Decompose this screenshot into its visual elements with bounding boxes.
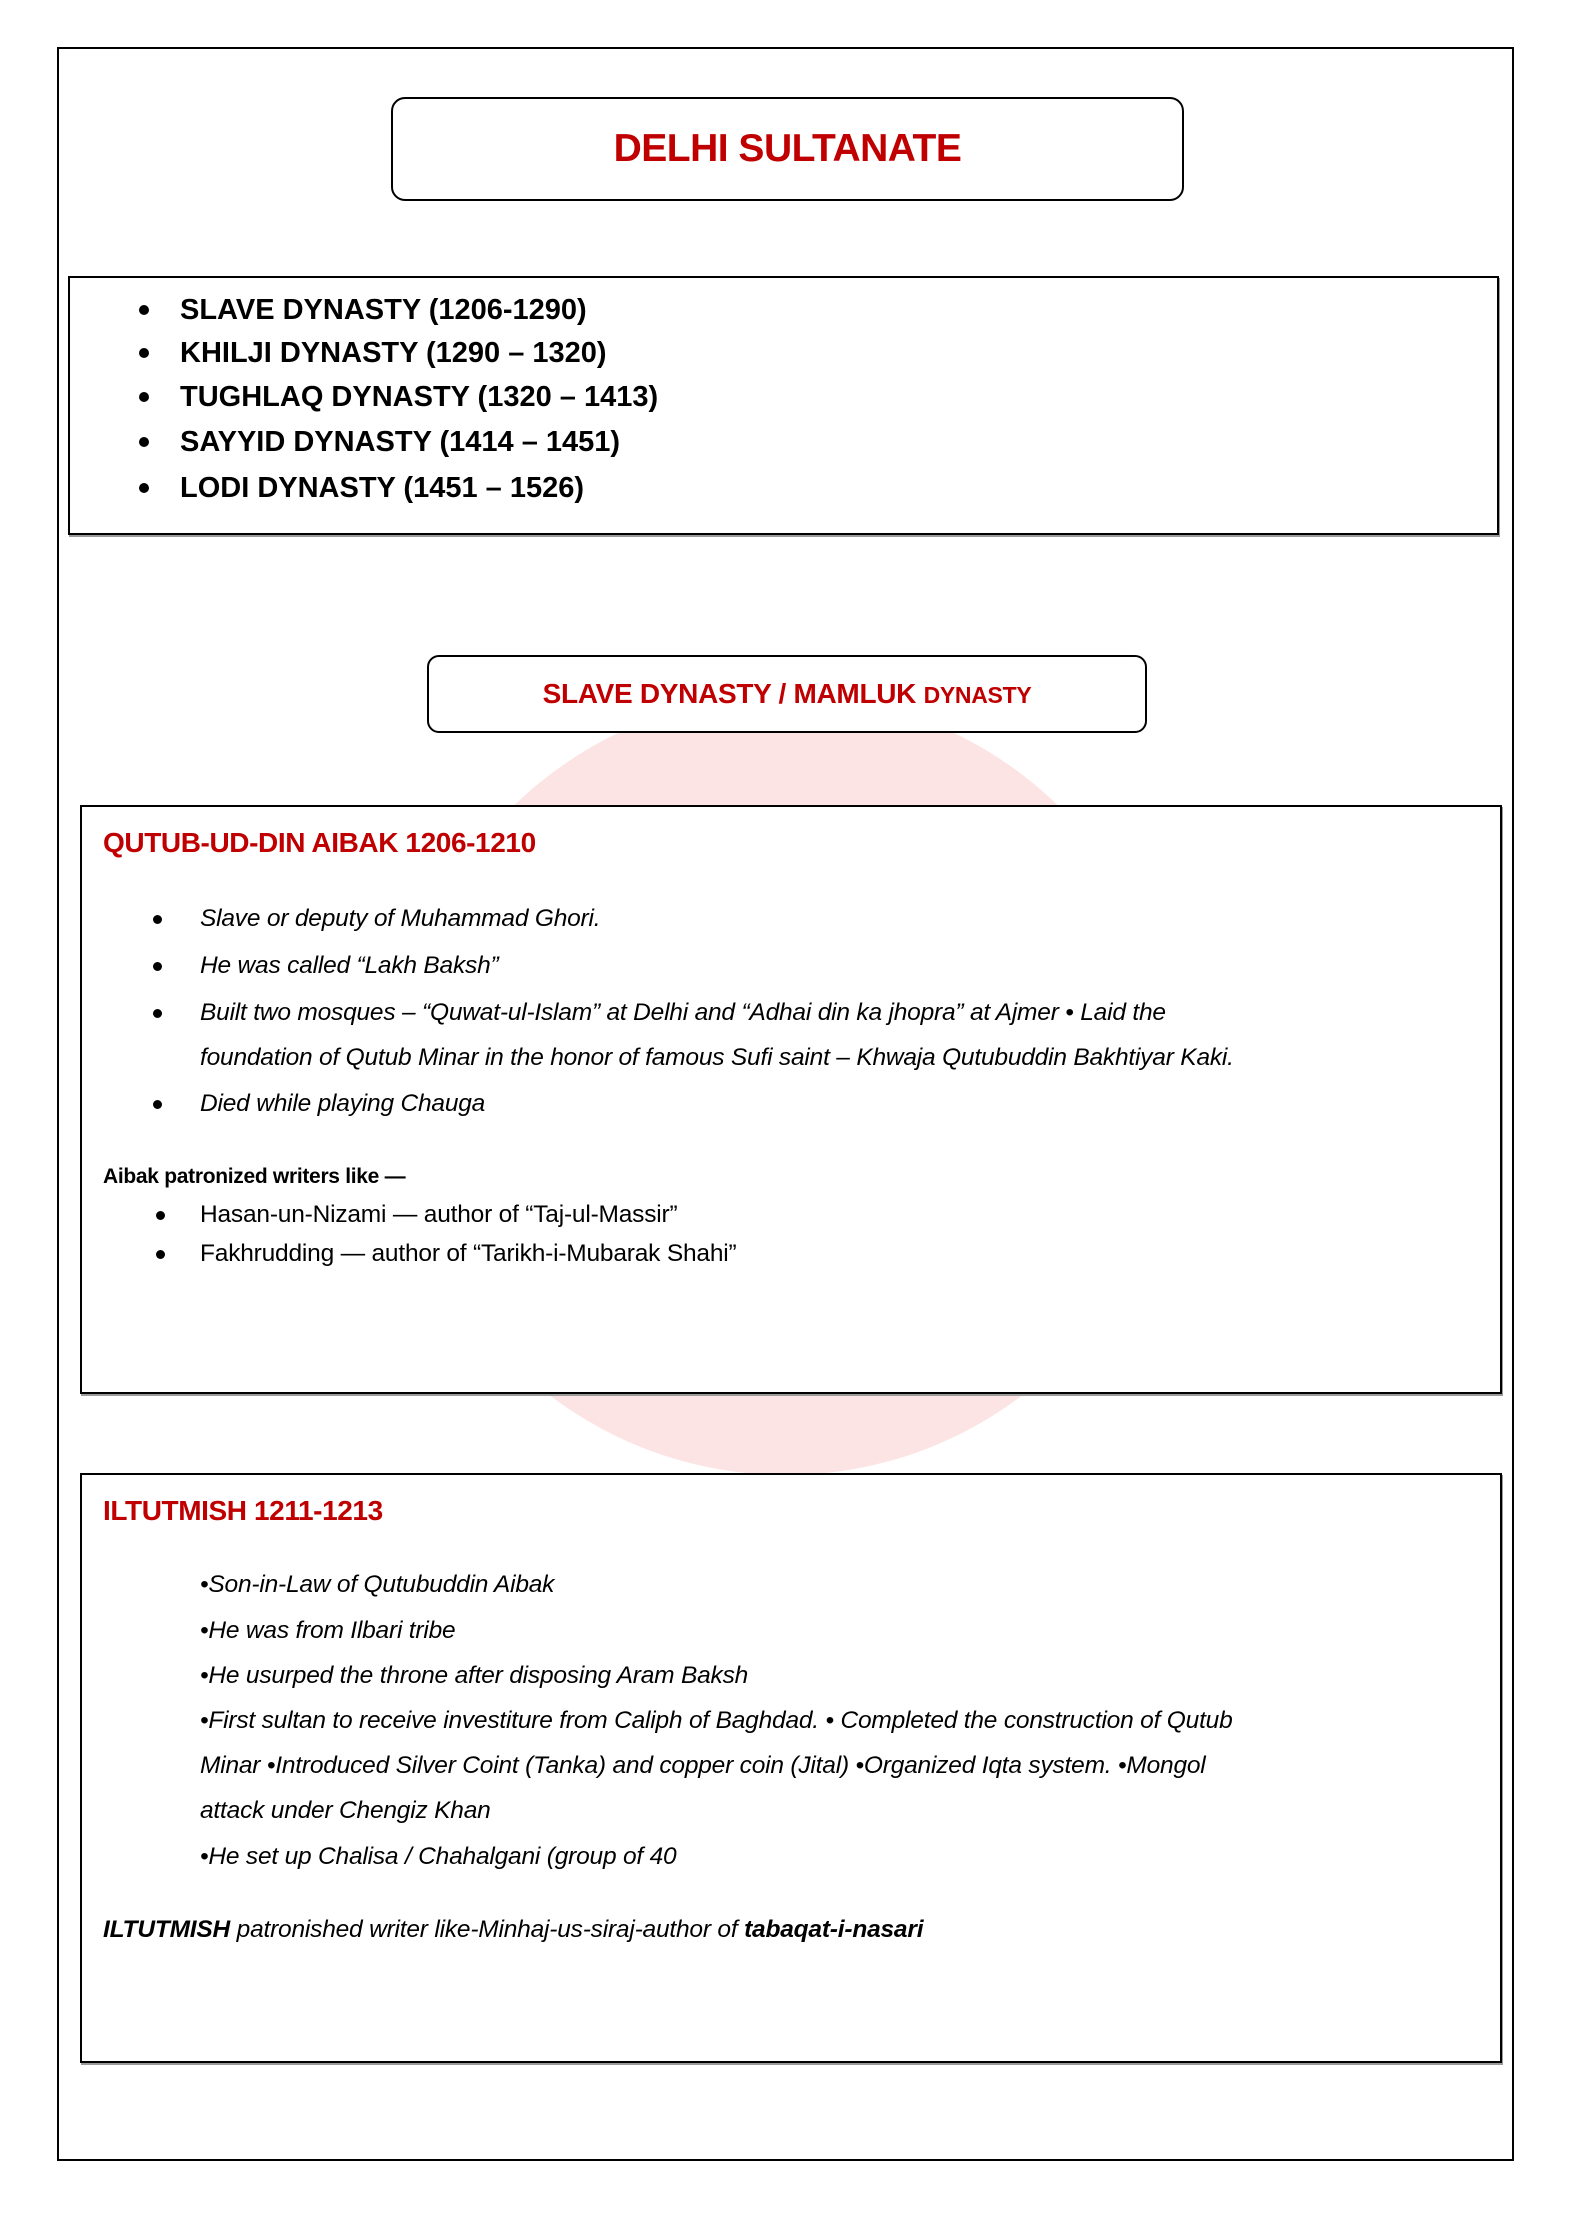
iltutmish-point: •He usurped the throne after disposing Aram Baksh	[200, 1662, 749, 1689]
section-title-main: SLAVE DYNASTY / MAMLUK	[542, 678, 917, 709]
bullet-icon	[153, 1100, 162, 1109]
iltutmish-point: •Son-in-Law of Qutubuddin Aibak	[200, 1571, 555, 1598]
bullet-icon	[153, 1009, 162, 1018]
aibak-point: Slave or deputy of Muhammad Ghori.	[200, 905, 601, 932]
iltutmish-writers-book: tabaqat-i-nasari	[744, 1916, 924, 1943]
aibak-point: He was called “Lakh Baksh”	[200, 952, 499, 979]
dynasty-label: SLAVE DYNASTY (1206-1290)	[180, 294, 587, 326]
aibak-heading: QUTUB-UD-DIN AIBAK 1206-1210	[103, 827, 536, 858]
iltutmish-writers-subject: ILTUTMISH	[103, 1916, 231, 1943]
bullet-icon	[139, 483, 149, 493]
dynasty-label: KHILJI DYNASTY (1290 – 1320)	[180, 337, 607, 369]
dynasty-label: LODI DYNASTY (1451 – 1526)	[180, 472, 585, 504]
iltutmish-writers-middle: patronished writer like-Minhaj-us-siraj-author of	[230, 1916, 745, 1943]
aibak-point: Died while playing Chauga	[200, 1090, 486, 1117]
iltutmish-section	[80, 1473, 1502, 2063]
iltutmish-point: •He was from Ilbari tribe	[200, 1617, 456, 1644]
dynasty-label: SAYYID DYNASTY (1414 – 1451)	[180, 426, 621, 458]
bullet-icon	[139, 392, 149, 402]
iltutmish-point-continued: Minar •Introduced Silver Coint (Tanka) and copper coin (Jital) •Organized Iqta system. •Mongol	[200, 1752, 1206, 1779]
section-title-box	[427, 655, 1147, 733]
aibak-point: Built two mosques – “Quwat-ul-Islam” at Delhi and “Adhai din ka jhopra” at Ajmer • Laid the	[200, 999, 1166, 1026]
aibak-section	[80, 805, 1502, 1394]
section-title	[543, 678, 1032, 710]
bullet-icon	[156, 1250, 165, 1259]
bullet-icon	[139, 348, 149, 358]
aibak-point-continued: foundation of Qutub Minar in the honor of famous Sufi saint – Khwaja Qutubuddin Bakhtiyar Kaki.	[200, 1044, 1234, 1071]
dynasty-list-box	[68, 276, 1499, 535]
bullet-icon	[153, 962, 162, 971]
section-title-suffix: DYNASTY	[923, 682, 1032, 708]
bullet-icon	[156, 1211, 165, 1220]
aibak-writers-intro: Aibak patronized writers like —	[103, 1165, 406, 1188]
iltutmish-point: •First sultan to receive investiture from Caliph of Baghdad. • Completed the construction of Qutub	[200, 1707, 1233, 1734]
aibak-writer: Fakhrudding — author of “Tarikh-i-Mubarak Shahi”	[200, 1240, 737, 1267]
bullet-icon	[153, 915, 162, 924]
iltutmish-writers-line	[103, 1915, 923, 1945]
iltutmish-point-continued: attack under Chengiz Khan	[200, 1797, 491, 1824]
dynasty-label: TUGHLAQ DYNASTY (1320 – 1413)	[180, 381, 659, 413]
bullet-icon	[139, 437, 149, 447]
iltutmish-heading: ILTUTMISH 1211-1213	[103, 1495, 383, 1526]
aibak-writer: Hasan-un-Nizami — author of “Taj-ul-Massir”	[200, 1201, 678, 1228]
bullet-icon	[139, 305, 149, 315]
page-title: DELHI SULTANATE	[613, 127, 962, 170]
title-box	[391, 97, 1184, 201]
iltutmish-point: •He set up Chalisa / Chahalgani (group of 40	[200, 1843, 677, 1870]
